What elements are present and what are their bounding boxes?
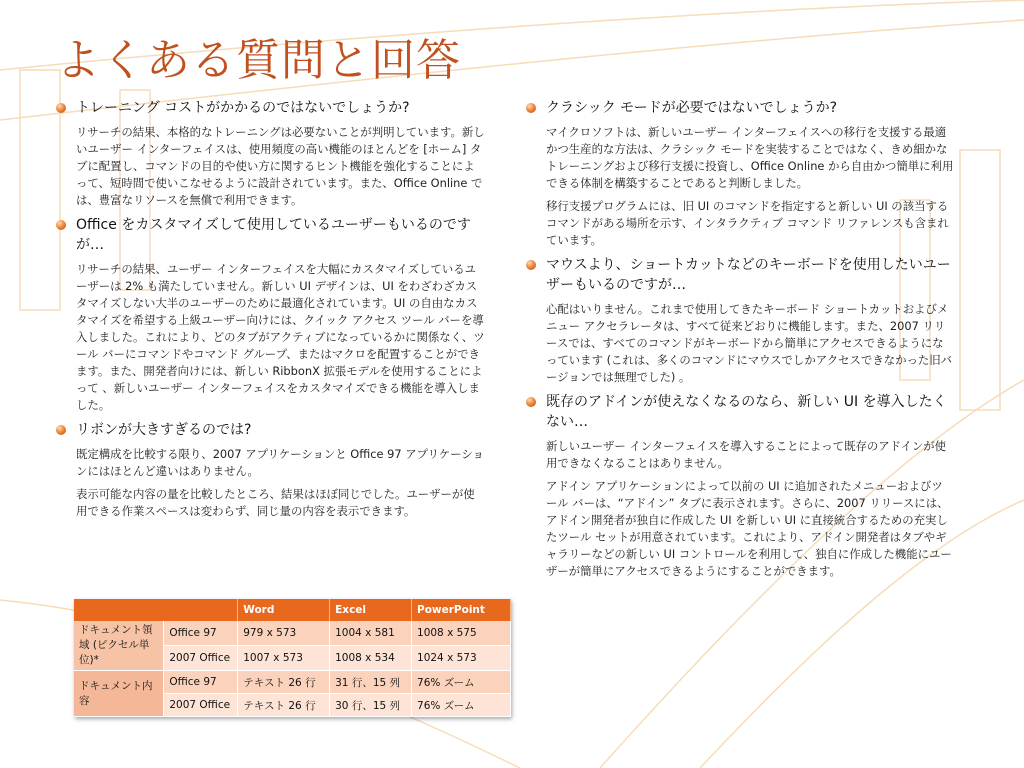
- faq-item: [526, 392, 954, 580]
- faq-answer: マイクロソフトは、新しいユーザー インターフェイスへの移行を支援する最適かつ生産的な方法は、クラシック モードを実装することではなく、きめ細かなトレーニングおよび移行支援に投資し、Office Online から自由かつ簡単に利用できる体制を構築することであると判断しました。: [546, 125, 954, 190]
- faq-question: マウスより、ショートカットなどのキーボードを使用したいユーザーもいるのですが…: [526, 255, 954, 295]
- table-cell: 1008 x 575: [412, 621, 511, 645]
- table-cell: 76% ズーム: [412, 671, 511, 694]
- faq-answer: リサーチの結果、本格的なトレーニングは必要ないことが判明しています。新しいユーザー インターフェイスは、使用頻度の高い機能のほとんどを [ホーム] タブに配置し、コマンドの目的や使い方に関するヒント機能を強化することによって、短時間で使いこなせるように設計されています。また、Office Online では、豊富なリソースを無償で利用できます。: [76, 125, 485, 207]
- faq-item: [56, 98, 486, 209]
- faq-item: [56, 420, 486, 520]
- faq-answer: リサーチの結果、ユーザー インターフェイスを大幅にカスタマイズしているユーザーは 2% も満たしていません。新しい UI デザインは、UI をわざわざカスタマイズしない大半のユーザーのために最適化されています。UI の自由なカスタマイズを希望する上級ユーザー向けには、クイック アクセス ツール バーを導入しました。これにより、どのタブがアクティブになっているかに関係なく、ツール バーにコマンドやコマンド グループ、またはマクロを配置することができます。また、開発者向けには、新しい RibbonX 拡張モデルを使用することによって 、新しいユーザー インターフェイスをカスタマイズできる機能を導入しました。: [76, 262, 485, 412]
- table-cell: Office 97: [164, 671, 238, 694]
- table-cell: Office 97: [164, 621, 238, 645]
- table-group-label: ドキュメント領域 (ピクセル単位)*: [74, 621, 164, 671]
- table-cell: 31 行、15 列: [330, 671, 412, 694]
- table-cell: 76% ズーム: [412, 694, 511, 717]
- table-header-row: [74, 599, 511, 621]
- faq-answer: アドイン アプリケーションによって以前の UI に追加されたメニューおよびツール バーは、“アドイン” タブに表示されます。さらに、2007 リリースには、アドイン開発者が独自に作成した UI を新しい UI に直接統合するための充実したツール セットが用意されています。これにより、アドイン開発者はタブやギャラリーなどの新しい UI コントロールを利用して、独自に作成した機能にユーザーが簡単にアクセスできるようにすることができます。: [546, 479, 952, 578]
- faq-question: クラシック モードが必要ではないでしょうか?: [526, 98, 954, 118]
- comparison-table: [74, 599, 511, 717]
- faq-answer: 心配はいりません。これまで使用してきたキーボード ショートカットおよびメニュー アクセラレータは、すべて従来どおりに機能します。また、2007 リリースでは、すべてのコマンドがキーボードから簡単にアクセスできるようになっています (これは、多くのコマンドにマウスでしかアクセスできなかった旧バージョンでは無理でした) 。: [546, 302, 953, 384]
- table-cell: 1024 x 573: [412, 645, 511, 670]
- bullet-icon: [56, 103, 66, 113]
- faq-question: 既存のアドインが使えなくなるのなら、新しい UI を導入したくない…: [526, 392, 954, 432]
- table-header-excel: Excel: [330, 599, 412, 621]
- page-title: よくある質問と回答: [56, 35, 461, 86]
- bullet-icon: [56, 220, 66, 230]
- faq-item: [526, 98, 954, 249]
- table-cell: 30 行、15 列: [330, 694, 412, 717]
- faq-answer: 移行支援プログラムには、旧 UI のコマンドを指定すると新しい UI の該当するコマンドがある場所を示す、インタラクティブ コマンド リファレンスも含まれています。: [546, 199, 949, 247]
- table-cell: 2007 Office: [164, 694, 238, 717]
- table-group-label: ドキュメント内容: [74, 671, 164, 717]
- faq-question: リボンが大きすぎるのでは?: [56, 420, 486, 440]
- faq-item: [526, 255, 954, 386]
- table-cell: 1007 x 573: [238, 645, 330, 670]
- table-cell: 1004 x 581: [330, 621, 412, 645]
- table-cell: テキスト 26 行: [238, 694, 330, 717]
- table-header-powerpoint: PowerPoint: [412, 599, 511, 621]
- faq-answer: 表示可能な内容の量を比較したところ、結果はほぼ同じでした。ユーザーが使用できる作業スペースは変わらず、同じ量の内容を表示できます。: [76, 487, 475, 518]
- faq-answer: 既定構成を比較する限り、2007 アプリケーションと Office 97 アプリケーションにはほとんど違いはありません。: [76, 447, 484, 478]
- bullet-icon: [526, 397, 536, 407]
- table-header-word: Word: [238, 599, 330, 621]
- left-column: [56, 98, 486, 526]
- faq-question: Office をカスタマイズして使用しているユーザーもいるのですが…: [56, 215, 486, 255]
- table-cell: 2007 Office: [164, 645, 238, 670]
- faq-item: [56, 215, 486, 414]
- bullet-icon: [526, 103, 536, 113]
- table-cell: テキスト 26 行: [238, 671, 330, 694]
- faq-question: トレーニング コストがかかるのではないでしょうか?: [56, 98, 486, 118]
- bullet-icon: [526, 260, 536, 270]
- faq-answer: 新しいユーザー インターフェイスを導入することによって既存のアドインが使用できなくなることはありません。: [546, 439, 947, 470]
- table-cell: 1008 x 534: [330, 645, 412, 670]
- table-cell: 979 x 573: [238, 621, 330, 645]
- table-row: [74, 621, 511, 645]
- bullet-icon: [56, 425, 66, 435]
- table-row: [74, 671, 511, 694]
- right-column: [526, 98, 954, 586]
- table-header-blank: [74, 599, 238, 621]
